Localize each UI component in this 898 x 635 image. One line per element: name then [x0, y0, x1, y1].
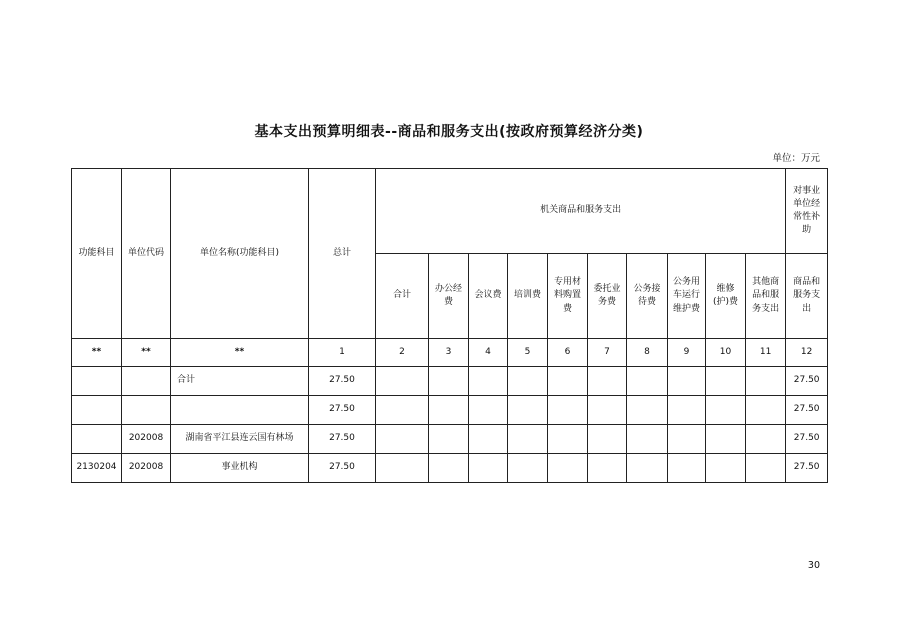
cell-empty	[508, 396, 548, 425]
cell-empty	[627, 425, 668, 454]
header-reception: 公务接待费	[627, 254, 668, 339]
cell-empty	[706, 425, 746, 454]
cell-empty	[588, 367, 627, 396]
header-agency-group: 机关商品和服务支出	[376, 169, 786, 254]
cell-unit-code: 202008	[122, 454, 171, 483]
unit-label: 单位：万元	[772, 153, 820, 164]
cell-empty	[627, 367, 668, 396]
header-total: 总计	[309, 169, 376, 339]
header-meeting: 会议费	[469, 254, 508, 339]
number-cell: 9	[668, 339, 706, 367]
cell-unit-name: 湖南省平江县连云国有林场	[171, 425, 309, 454]
cell-goods-services: 27.50	[786, 454, 828, 483]
cell-empty	[706, 454, 746, 483]
cell-empty	[588, 396, 627, 425]
cell-function-code	[72, 425, 122, 454]
header-function-code: 功能科目	[72, 169, 122, 339]
number-cell: 1	[309, 339, 376, 367]
cell-empty	[376, 367, 429, 396]
cell-function-code: 2130204	[72, 454, 122, 483]
cell-empty	[706, 367, 746, 396]
cell-total: 27.50	[309, 367, 376, 396]
header-row-1	[72, 169, 828, 254]
header-sub-total: 合计	[376, 254, 429, 339]
cell-total: 27.50	[309, 396, 376, 425]
header-institution-group: 对事业单位经常性补助	[786, 169, 828, 254]
cell-empty	[376, 425, 429, 454]
cell-empty	[746, 367, 786, 396]
cell-empty	[706, 396, 746, 425]
cell-empty	[668, 396, 706, 425]
cell-empty	[429, 425, 469, 454]
number-cell: 4	[469, 339, 508, 367]
cell-total: 27.50	[309, 454, 376, 483]
number-cell: 2	[376, 339, 429, 367]
cell-goods-services: 27.50	[786, 425, 828, 454]
cell-goods-services: 27.50	[786, 396, 828, 425]
header-training: 培训费	[508, 254, 548, 339]
cell-unit-name: 事业机构	[171, 454, 309, 483]
page-title: 基本支出预算明细表--商品和服务支出(按政府预算经济分类)	[254, 124, 644, 140]
header-vehicle: 公务用车运行维护费	[668, 254, 706, 339]
page-number: 30	[807, 560, 820, 571]
cell-empty	[668, 425, 706, 454]
number-cell: 3	[429, 339, 469, 367]
cell-empty	[588, 454, 627, 483]
table-row	[72, 367, 828, 396]
number-cell: 12	[786, 339, 828, 367]
cell-empty	[548, 454, 588, 483]
number-row	[72, 339, 828, 367]
header-other: 其他商品和服务支出	[746, 254, 786, 339]
header-unit-code: 单位代码	[122, 169, 171, 339]
cell-function-code	[72, 396, 122, 425]
number-cell: 6	[548, 339, 588, 367]
cell-empty	[469, 367, 508, 396]
cell-empty	[668, 454, 706, 483]
number-cell: 7	[588, 339, 627, 367]
cell-empty	[627, 454, 668, 483]
cell-unit-code	[122, 396, 171, 425]
cell-unit-code: 202008	[122, 425, 171, 454]
number-cell: 8	[627, 339, 668, 367]
number-cell: 5	[508, 339, 548, 367]
table-row	[72, 425, 828, 454]
cell-empty	[508, 367, 548, 396]
cell-empty	[429, 367, 469, 396]
cell-empty	[429, 454, 469, 483]
cell-empty	[376, 454, 429, 483]
cell-function-code	[72, 367, 122, 396]
number-cell: **	[171, 339, 309, 367]
header-commissioned: 委托业务费	[588, 254, 627, 339]
cell-empty	[548, 425, 588, 454]
cell-total: 27.50	[309, 425, 376, 454]
header-maintenance: 维修(护)费	[706, 254, 746, 339]
cell-empty	[627, 396, 668, 425]
cell-unit-name	[171, 396, 309, 425]
number-cell: 10	[706, 339, 746, 367]
header-materials: 专用材料购置费	[548, 254, 588, 339]
number-cell: 11	[746, 339, 786, 367]
cell-unit-code	[122, 367, 171, 396]
cell-empty	[508, 425, 548, 454]
cell-empty	[746, 396, 786, 425]
cell-empty	[548, 367, 588, 396]
cell-goods-services: 27.50	[786, 367, 828, 396]
budget-table	[71, 168, 828, 483]
number-cell: **	[122, 339, 171, 367]
cell-empty	[548, 396, 588, 425]
cell-empty	[376, 396, 429, 425]
cell-empty	[746, 425, 786, 454]
cell-empty	[469, 396, 508, 425]
cell-unit-name: 合计	[171, 367, 309, 396]
table-row	[72, 454, 828, 483]
header-office: 办公经费	[429, 254, 469, 339]
table-row	[72, 396, 828, 425]
cell-empty	[508, 454, 548, 483]
number-cell: **	[72, 339, 122, 367]
cell-empty	[469, 425, 508, 454]
header-goods-services: 商品和服务支出	[786, 254, 828, 339]
cell-empty	[429, 396, 469, 425]
header-unit-name: 单位名称(功能科目)	[171, 169, 309, 339]
cell-empty	[746, 454, 786, 483]
cell-empty	[588, 425, 627, 454]
cell-empty	[469, 454, 508, 483]
cell-empty	[668, 367, 706, 396]
